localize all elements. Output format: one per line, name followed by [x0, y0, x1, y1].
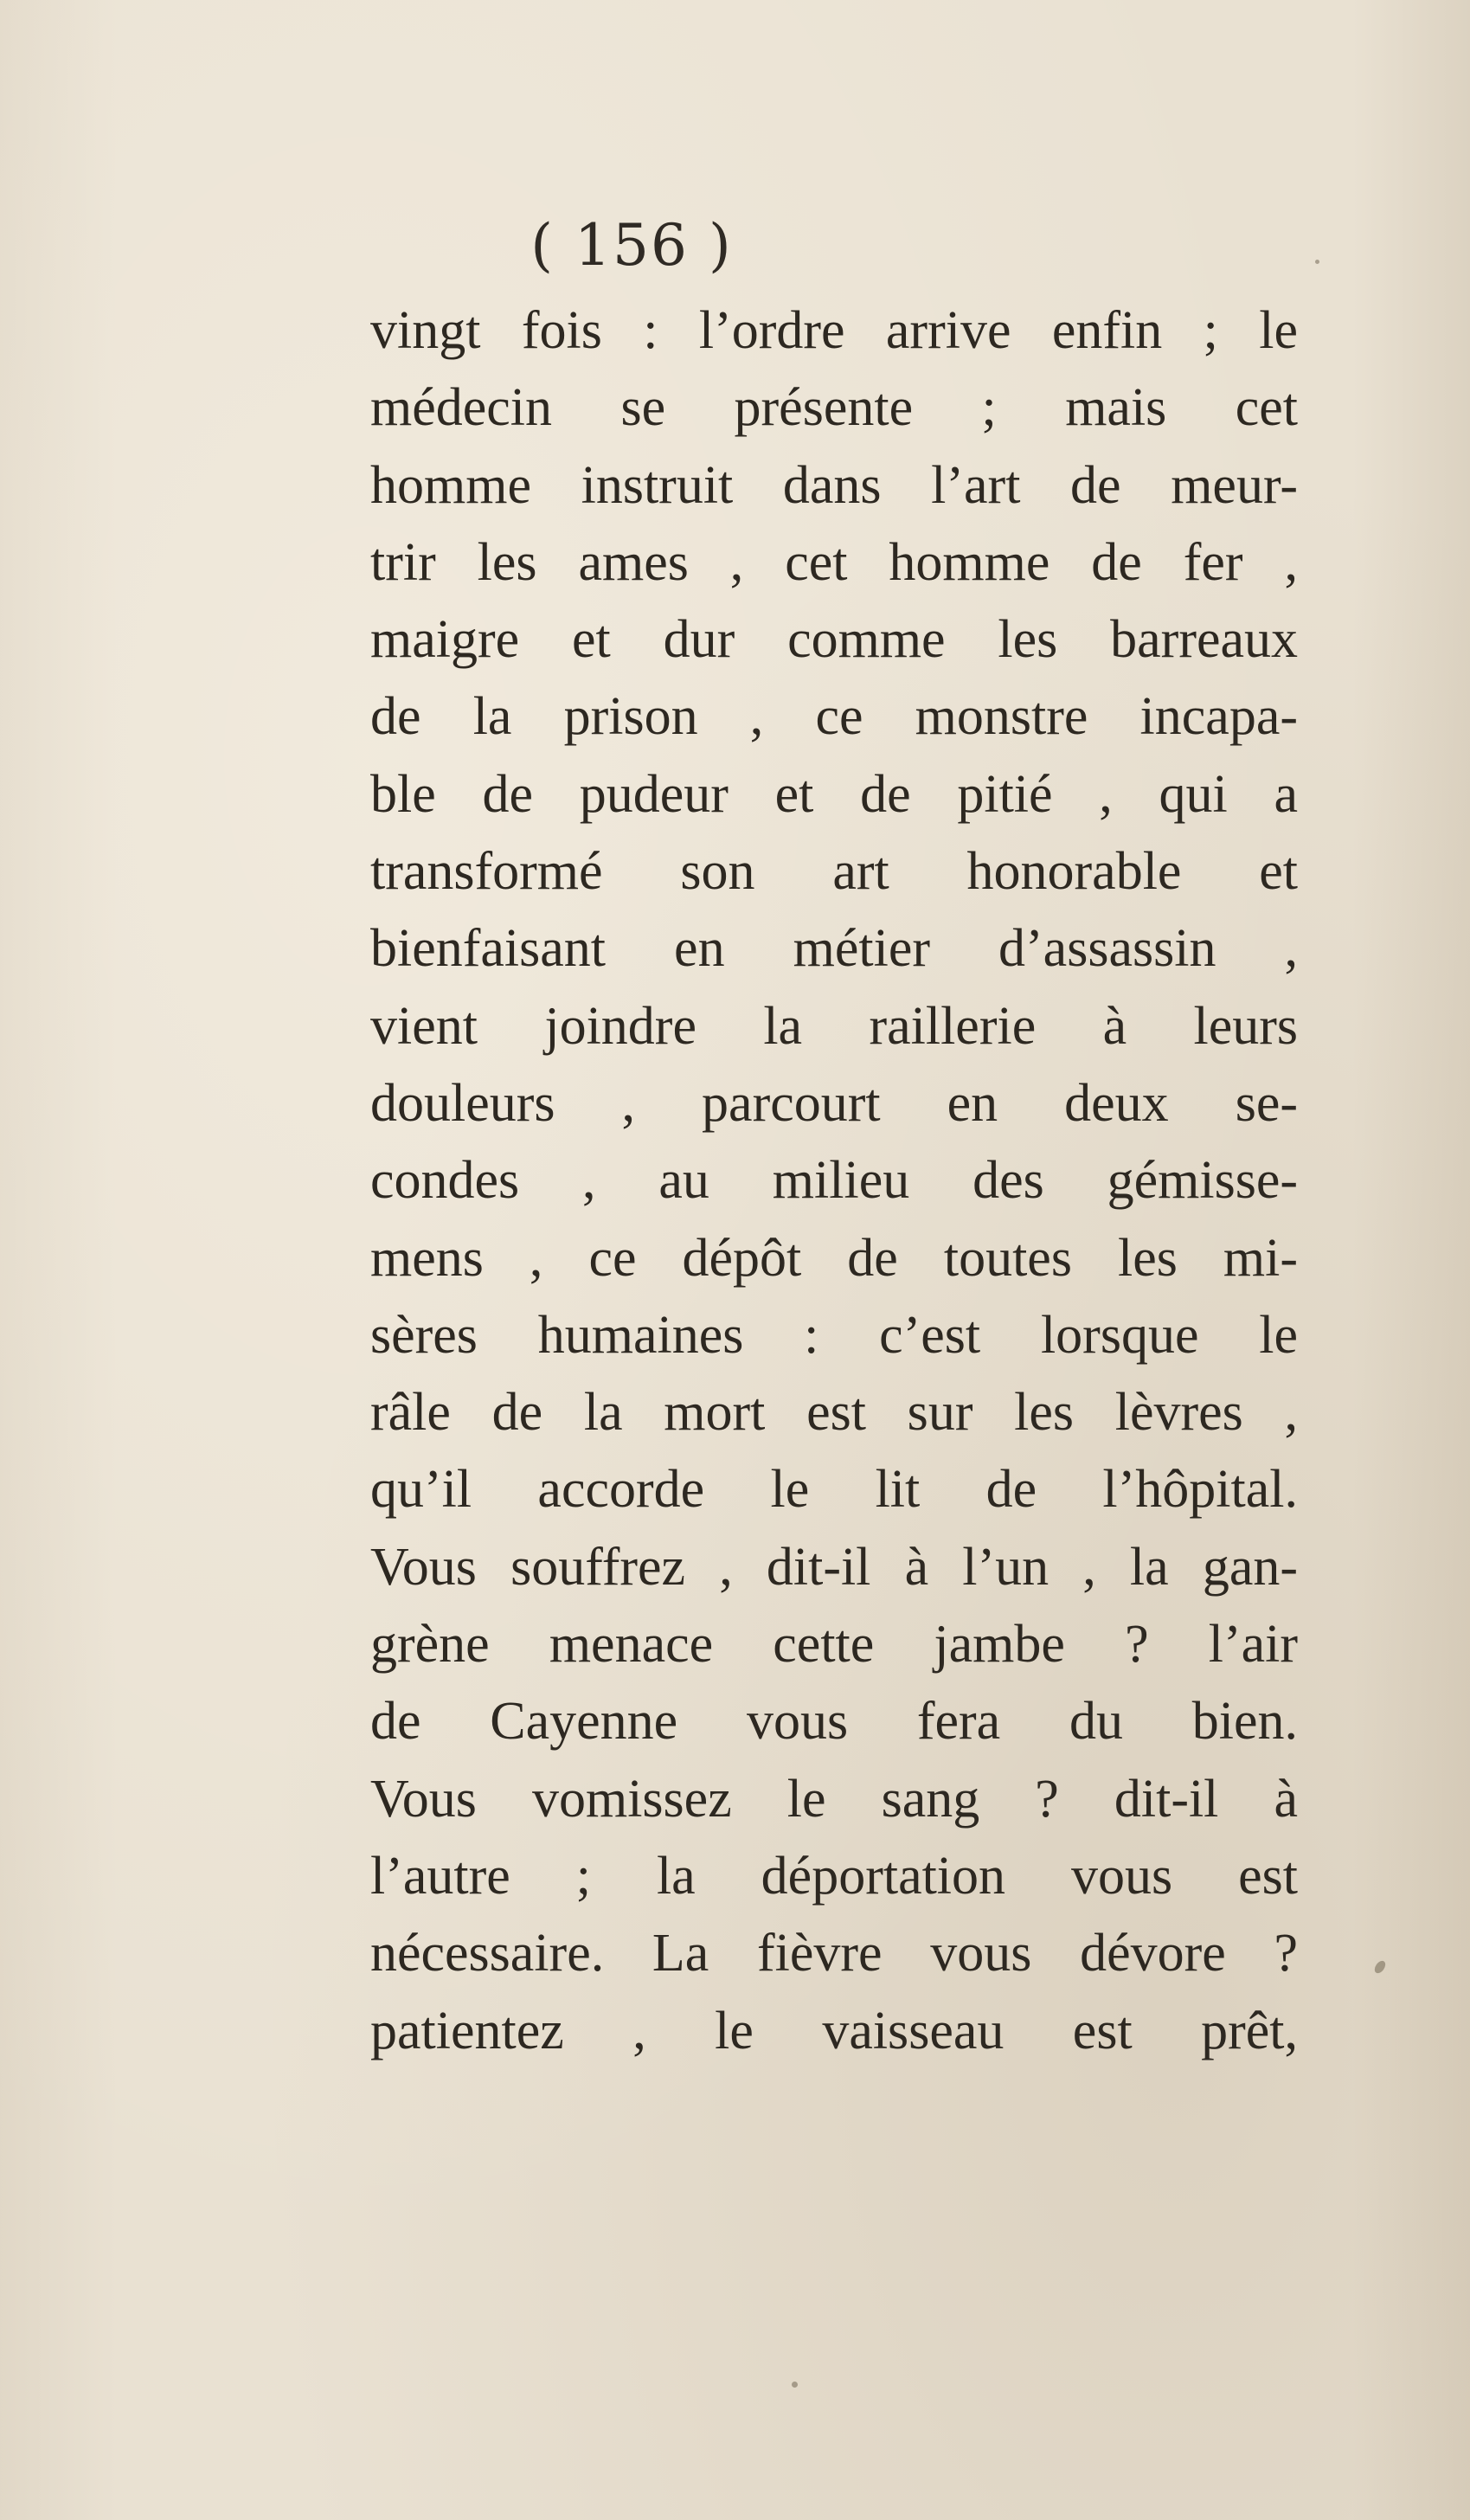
- text-line: douleurs , parcourt en deux se-: [370, 1073, 1298, 1133]
- text-line: maigre et dur comme les barreaux: [370, 610, 1298, 670]
- text-line: condes , au milieu des gémisse-: [370, 1151, 1298, 1211]
- text-line: mens , ce dépôt de toutes les mi-: [370, 1228, 1298, 1288]
- text-line: vingt fois : l’ordre arrive enfin ; le: [370, 301, 1298, 360]
- text-line: ble de pudeur et de pitié , qui a: [370, 764, 1298, 824]
- text-line: râle de la mort est sur les lèvres ,: [370, 1383, 1298, 1443]
- paper-speck: [1315, 260, 1319, 264]
- paper-speck: [1372, 1959, 1387, 1976]
- text-line: de la prison , ce monstre incapa-: [370, 687, 1298, 747]
- text-line: sères humaines : c’est lorsque le: [370, 1305, 1298, 1365]
- text-line: Vous vomissez le sang ? dit-il à: [370, 1769, 1298, 1829]
- text-line: Vous souffrez , dit-il à l’un , la gan-: [370, 1537, 1298, 1597]
- text-line: transformé son art honorable et: [370, 842, 1298, 902]
- text-line: nécessaire. La fièvre vous dévore ?: [370, 1924, 1298, 1983]
- text-line: de Cayenne vous fera du bien.: [370, 1692, 1298, 1752]
- text-line: trir les ames , cet homme de fer ,: [370, 532, 1298, 592]
- text-line: bienfaisant en métier d’assassin ,: [370, 919, 1298, 979]
- body-text: [370, 292, 1298, 2070]
- paper-speck: [792, 2382, 798, 2388]
- page-number: ( 156 ): [530, 212, 733, 279]
- text-line: qu’il accorde le lit de l’hôpital.: [370, 1460, 1298, 1520]
- text-line: homme instruit dans l’art de meur-: [370, 455, 1298, 515]
- text-line: l’autre ; la déportation vous est: [370, 1846, 1298, 1906]
- text-line: vient joindre la raillerie à leurs: [370, 996, 1298, 1056]
- text-line: médecin se présente ; mais cet: [370, 378, 1298, 438]
- text-line: patientez , le vaisseau est prêt,: [370, 2001, 1298, 2060]
- text-line: grène menace cette jambe ? l’air: [370, 1615, 1298, 1675]
